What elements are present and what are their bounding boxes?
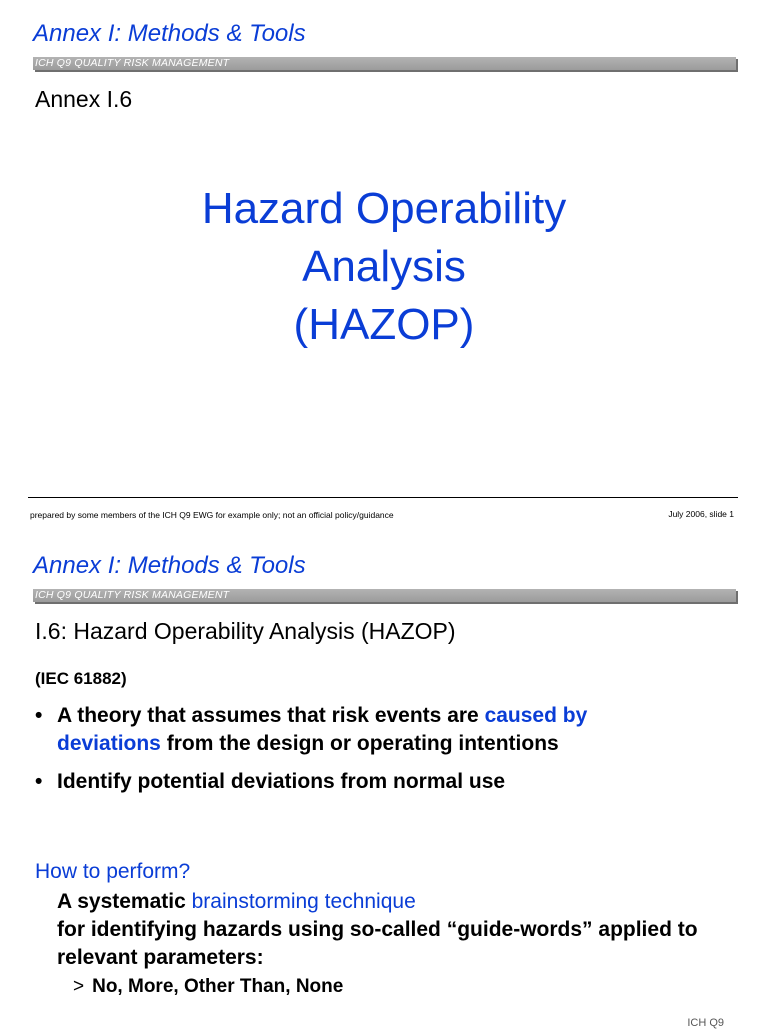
perform-text: for identifying hazards using so-called “guide-words” applied to relevant parameters: — [57, 918, 698, 969]
highlight-text: brainstorming technique — [191, 890, 416, 913]
section-banner — [33, 589, 736, 602]
banner-text: ICH Q9 QUALITY RISK MANAGEMENT — [35, 57, 230, 69]
slide-main-title — [0, 180, 768, 354]
annex-title: Annex I: Methods & Tools — [33, 20, 306, 47]
section-banner — [33, 57, 736, 70]
annex-title: Annex I: Methods & Tools — [33, 552, 306, 579]
guide-words-text: No, More, Other Than, None — [92, 976, 344, 997]
banner-text: ICH Q9 QUALITY RISK MANAGEMENT — [35, 589, 230, 601]
bullet-item-identify — [35, 768, 677, 796]
title-line-2: Analysis — [302, 242, 466, 291]
footer-divider — [28, 497, 738, 498]
annex-subheading: Annex I.6 — [35, 86, 133, 112]
standard-reference: (IEC 61882) — [35, 669, 127, 688]
highlight-text: caused by deviations — [57, 704, 588, 755]
slide-2 — [0, 532, 768, 1029]
bullet-item-theory — [35, 702, 677, 758]
bullet-list — [35, 702, 677, 806]
footer-slide-info: July 2006, slide 1 — [668, 509, 734, 519]
how-to-perform-heading: How to perform? — [35, 860, 191, 883]
bullet-text: Identify potential deviations from normal use — [57, 770, 506, 793]
bullet-text: A theory that assumes that risk events are — [57, 704, 485, 727]
perform-text: A systematic — [57, 890, 192, 913]
corner-label: ICH Q9 — [687, 1017, 724, 1029]
title-line-1: Hazard Operability — [201, 184, 567, 233]
title-line-3: (HAZOP) — [293, 300, 475, 349]
chevron-right-icon: > — [73, 976, 85, 997]
slide-title: I.6: Hazard Operability Analysis (HAZOP) — [35, 618, 456, 644]
perform-description — [57, 888, 737, 972]
footer-disclaimer: prepared by some members of the ICH Q9 EWG for example only; not an official policy/guidance — [30, 510, 394, 520]
bullet-text: from the design or operating intentions — [160, 732, 559, 755]
guide-words-item — [73, 976, 343, 998]
